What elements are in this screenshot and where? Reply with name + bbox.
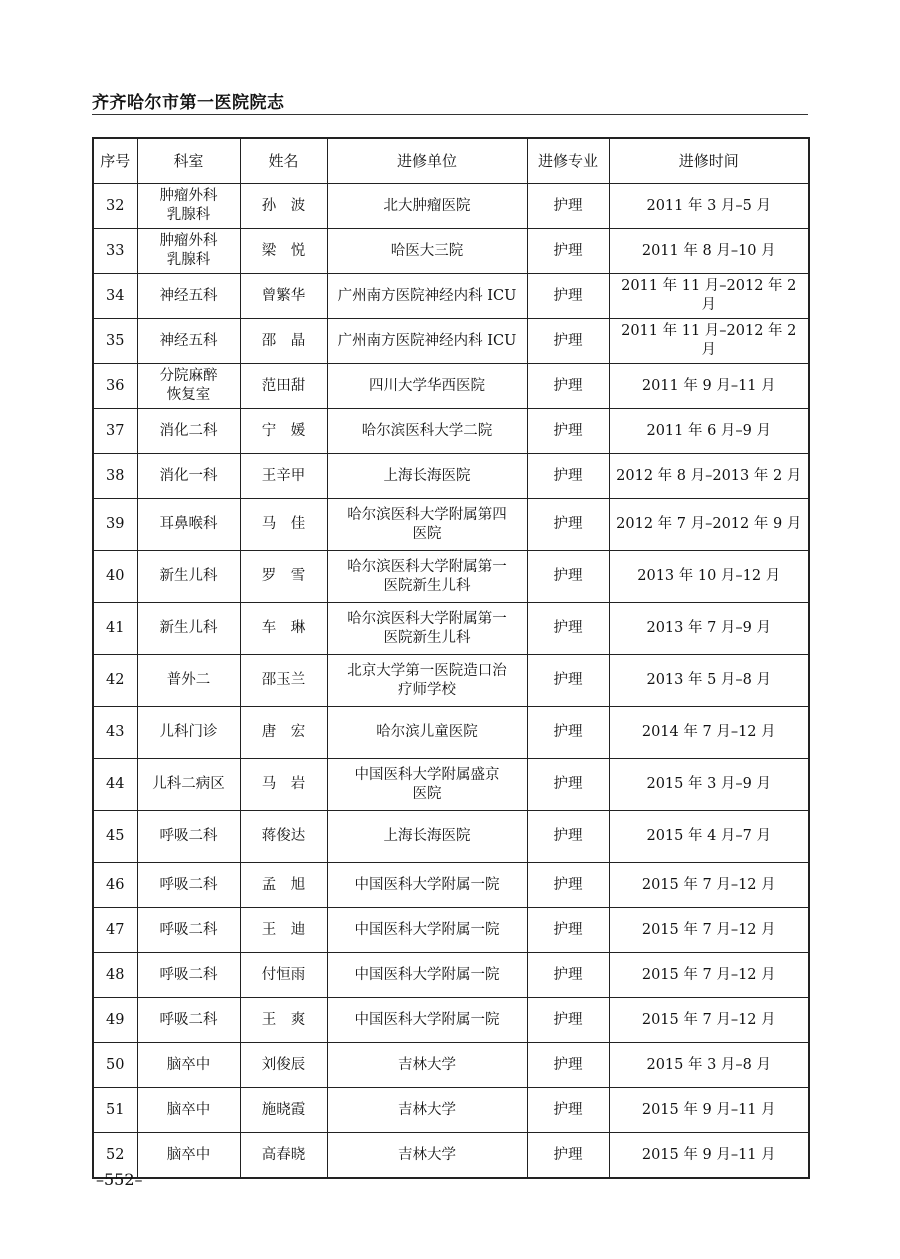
cell-training-time: 2011 年 11 月–2012 年 2 月 — [609, 319, 809, 364]
cell-department: 分院麻醉 恢复室 — [137, 364, 240, 409]
cell-training-unit: 北京大学第一医院造口治 疗师学校 — [327, 655, 527, 707]
cell-training-time: 2015 年 7 月–12 月 — [609, 908, 809, 953]
cell-name: 孟 旭 — [240, 863, 327, 908]
table-row — [93, 1133, 809, 1179]
cell-name: 范田甜 — [240, 364, 327, 409]
cell-department: 呼吸二科 — [137, 953, 240, 998]
cell-training-unit: 哈医大三院 — [327, 229, 527, 274]
table-body — [93, 184, 809, 1179]
cell-department: 新生儿科 — [137, 551, 240, 603]
cell-name: 邵玉兰 — [240, 655, 327, 707]
cell-number: 40 — [93, 551, 137, 603]
cell-training-time: 2013 年 5 月–8 月 — [609, 655, 809, 707]
cell-training-unit: 哈尔滨医科大学附属第一 医院新生儿科 — [327, 551, 527, 603]
cell-training-unit: 吉林大学 — [327, 1043, 527, 1088]
cell-department: 脑卒中 — [137, 1133, 240, 1179]
cell-major: 护理 — [527, 1088, 609, 1133]
table-row — [93, 908, 809, 953]
cell-number: 36 — [93, 364, 137, 409]
cell-major: 护理 — [527, 364, 609, 409]
cell-number: 49 — [93, 998, 137, 1043]
cell-number: 51 — [93, 1088, 137, 1133]
cell-name: 车 琳 — [240, 603, 327, 655]
cell-training-unit: 哈尔滨医科大学附属第四 医院 — [327, 499, 527, 551]
cell-training-time: 2013 年 7 月–9 月 — [609, 603, 809, 655]
cell-name: 罗 雪 — [240, 551, 327, 603]
cell-number: 37 — [93, 409, 137, 454]
cell-major: 护理 — [527, 707, 609, 759]
cell-training-unit: 吉林大学 — [327, 1133, 527, 1179]
cell-training-unit: 中国医科大学附属一院 — [327, 863, 527, 908]
cell-training-unit: 上海长海医院 — [327, 454, 527, 499]
cell-number: 41 — [93, 603, 137, 655]
cell-department: 脑卒中 — [137, 1043, 240, 1088]
cell-department: 耳鼻喉科 — [137, 499, 240, 551]
table-row — [93, 1088, 809, 1133]
cell-training-time: 2013 年 10 月–12 月 — [609, 551, 809, 603]
cell-major: 护理 — [527, 454, 609, 499]
cell-training-time: 2012 年 7 月–2012 年 9 月 — [609, 499, 809, 551]
cell-training-time: 2015 年 9 月–11 月 — [609, 1133, 809, 1179]
cell-department: 普外二 — [137, 655, 240, 707]
table-row — [93, 499, 809, 551]
cell-number: 48 — [93, 953, 137, 998]
cell-name: 王辛甲 — [240, 454, 327, 499]
table-row — [93, 551, 809, 603]
cell-major: 护理 — [527, 1133, 609, 1179]
cell-name: 邵 晶 — [240, 319, 327, 364]
cell-name: 王 爽 — [240, 998, 327, 1043]
cell-department: 肿瘤外科 乳腺科 — [137, 229, 240, 274]
cell-department: 呼吸二科 — [137, 908, 240, 953]
table-row — [93, 454, 809, 499]
cell-department: 呼吸二科 — [137, 863, 240, 908]
cell-training-time: 2015 年 7 月–12 月 — [609, 953, 809, 998]
column-header-training-unit: 进修单位 — [327, 138, 527, 184]
table-row — [93, 953, 809, 998]
table-row — [93, 319, 809, 364]
cell-name: 梁 悦 — [240, 229, 327, 274]
cell-training-time: 2015 年 9 月–11 月 — [609, 1088, 809, 1133]
cell-training-unit: 中国医科大学附属一院 — [327, 953, 527, 998]
cell-department: 呼吸二科 — [137, 998, 240, 1043]
cell-number: 39 — [93, 499, 137, 551]
column-header-major: 进修专业 — [527, 138, 609, 184]
cell-training-time: 2015 年 7 月–12 月 — [609, 863, 809, 908]
table-row — [93, 1043, 809, 1088]
table-row — [93, 759, 809, 811]
cell-training-unit: 中国医科大学附属一院 — [327, 908, 527, 953]
table-row — [93, 707, 809, 759]
cell-number: 50 — [93, 1043, 137, 1088]
cell-name: 马 岩 — [240, 759, 327, 811]
cell-name: 王 迪 — [240, 908, 327, 953]
cell-number: 46 — [93, 863, 137, 908]
cell-training-time: 2015 年 7 月–12 月 — [609, 998, 809, 1043]
cell-training-unit: 哈尔滨医科大学二院 — [327, 409, 527, 454]
cell-number: 34 — [93, 274, 137, 319]
cell-training-unit: 中国医科大学附属一院 — [327, 998, 527, 1043]
cell-major: 护理 — [527, 655, 609, 707]
cell-training-unit: 吉林大学 — [327, 1088, 527, 1133]
cell-number: 35 — [93, 319, 137, 364]
cell-number: 42 — [93, 655, 137, 707]
cell-training-time: 2011 年 6 月–9 月 — [609, 409, 809, 454]
cell-department: 新生儿科 — [137, 603, 240, 655]
cell-number: 32 — [93, 184, 137, 229]
cell-number: 52 — [93, 1133, 137, 1179]
cell-training-time: 2011 年 3 月–5 月 — [609, 184, 809, 229]
column-header-training-time: 进修时间 — [609, 138, 809, 184]
cell-major: 护理 — [527, 409, 609, 454]
table-row — [93, 998, 809, 1043]
cell-major: 护理 — [527, 953, 609, 998]
table-row — [93, 603, 809, 655]
cell-name: 施晓霞 — [240, 1088, 327, 1133]
cell-major: 护理 — [527, 759, 609, 811]
page-header-title: 齐齐哈尔市第一医院院志 — [92, 93, 285, 113]
cell-training-time: 2011 年 11 月–2012 年 2 月 — [609, 274, 809, 319]
cell-training-unit: 广州南方医院神经内科 ICU — [327, 319, 527, 364]
cell-department: 消化二科 — [137, 409, 240, 454]
cell-number: 47 — [93, 908, 137, 953]
cell-training-time: 2011 年 9 月–11 月 — [609, 364, 809, 409]
table-row — [93, 811, 809, 863]
cell-major: 护理 — [527, 319, 609, 364]
cell-training-unit: 上海长海医院 — [327, 811, 527, 863]
cell-major: 护理 — [527, 274, 609, 319]
cell-major: 护理 — [527, 551, 609, 603]
cell-training-unit: 四川大学华西医院 — [327, 364, 527, 409]
cell-major: 护理 — [527, 908, 609, 953]
cell-name: 蒋俊达 — [240, 811, 327, 863]
cell-name: 唐 宏 — [240, 707, 327, 759]
page-number: –552– — [96, 1170, 143, 1189]
cell-name: 高春晓 — [240, 1133, 327, 1179]
column-header-number: 序号 — [93, 138, 137, 184]
cell-department: 儿科门诊 — [137, 707, 240, 759]
cell-name: 曾繁华 — [240, 274, 327, 319]
cell-major: 护理 — [527, 1043, 609, 1088]
cell-major: 护理 — [527, 603, 609, 655]
cell-training-time: 2012 年 8 月–2013 年 2 月 — [609, 454, 809, 499]
table-row — [93, 364, 809, 409]
column-header-department: 科室 — [137, 138, 240, 184]
cell-department: 神经五科 — [137, 319, 240, 364]
column-header-name: 姓名 — [240, 138, 327, 184]
table-header-row — [93, 138, 809, 184]
cell-name: 刘俊辰 — [240, 1043, 327, 1088]
cell-training-unit: 广州南方医院神经内科 ICU — [327, 274, 527, 319]
table-row — [93, 184, 809, 229]
cell-number: 38 — [93, 454, 137, 499]
cell-name: 付恒雨 — [240, 953, 327, 998]
cell-major: 护理 — [527, 499, 609, 551]
table-row — [93, 274, 809, 319]
cell-major: 护理 — [527, 229, 609, 274]
cell-major: 护理 — [527, 863, 609, 908]
table-row — [93, 409, 809, 454]
cell-number: 45 — [93, 811, 137, 863]
cell-major: 护理 — [527, 184, 609, 229]
cell-training-unit: 北大肿瘤医院 — [327, 184, 527, 229]
cell-number: 43 — [93, 707, 137, 759]
cell-number: 33 — [93, 229, 137, 274]
table-row — [93, 229, 809, 274]
cell-training-unit: 哈尔滨医科大学附属第一 医院新生儿科 — [327, 603, 527, 655]
cell-department: 脑卒中 — [137, 1088, 240, 1133]
cell-major: 护理 — [527, 811, 609, 863]
cell-department: 呼吸二科 — [137, 811, 240, 863]
cell-training-unit: 中国医科大学附属盛京 医院 — [327, 759, 527, 811]
cell-major: 护理 — [527, 998, 609, 1043]
cell-department: 神经五科 — [137, 274, 240, 319]
cell-name: 孙 波 — [240, 184, 327, 229]
table-row — [93, 863, 809, 908]
cell-training-time: 2011 年 8 月–10 月 — [609, 229, 809, 274]
cell-training-time: 2014 年 7 月–12 月 — [609, 707, 809, 759]
header-divider — [92, 114, 808, 115]
training-records-table — [92, 137, 810, 1179]
cell-name: 宁 媛 — [240, 409, 327, 454]
cell-department: 肿瘤外科 乳腺科 — [137, 184, 240, 229]
cell-department: 消化一科 — [137, 454, 240, 499]
cell-department: 儿科二病区 — [137, 759, 240, 811]
cell-number: 44 — [93, 759, 137, 811]
cell-training-unit: 哈尔滨儿童医院 — [327, 707, 527, 759]
cell-training-time: 2015 年 4 月–7 月 — [609, 811, 809, 863]
cell-training-time: 2015 年 3 月–9 月 — [609, 759, 809, 811]
table-row — [93, 655, 809, 707]
cell-name: 马 佳 — [240, 499, 327, 551]
cell-training-time: 2015 年 3 月–8 月 — [609, 1043, 809, 1088]
